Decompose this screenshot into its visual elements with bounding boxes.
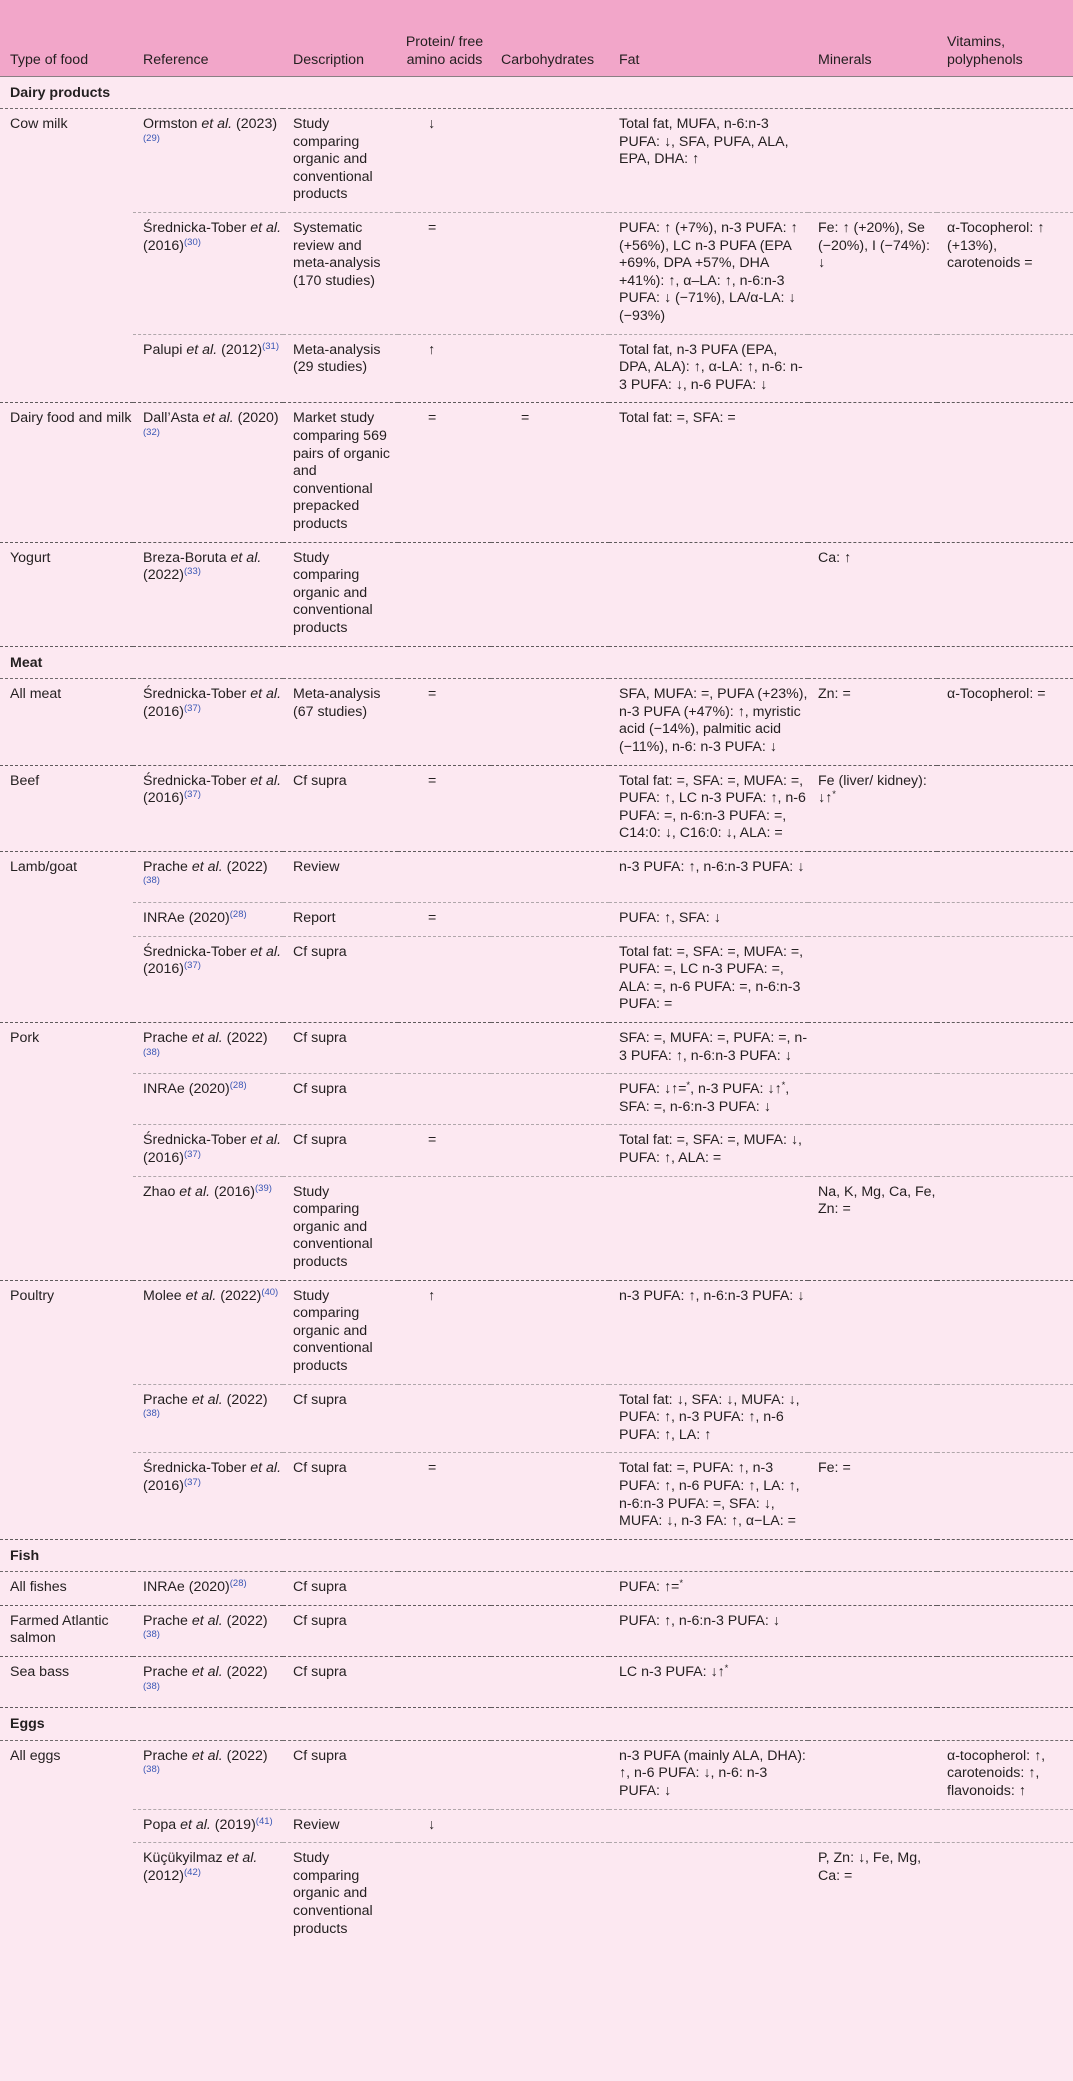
protein-cell	[398, 851, 491, 902]
vitamins-cell	[937, 542, 1073, 646]
fat-cell: Total fat: =, PUFA: ↑, n-3 PUFA: ↑, n-6 PUFA: ↑, LA: ↑, n-6:n-3 PUFA: =, SFA: ↓, MUFA: ↓, n-3 FA: ↑, α−LA: =	[609, 1453, 808, 1539]
fat-cell: Total fat: =, SFA: =, MUFA: =, PUFA: ↑, LC n-3 PUFA: ↑, n-6 PUFA: =, n-6:n-3 PUFA: =, C14:0: ↓, C16:0: ↓, ALA: =	[609, 765, 808, 851]
header-carbohydrates: Carbohydrates	[491, 0, 609, 76]
vitamins-cell	[937, 903, 1073, 937]
carbs-cell	[491, 1176, 609, 1280]
carbs-cell	[491, 1605, 609, 1656]
header-fat: Fat	[609, 0, 808, 76]
table-row	[0, 1740, 1073, 1809]
description: Cf supra	[283, 1453, 398, 1539]
description: Study comparing organic and conventional products	[283, 1176, 398, 1280]
fat-cell	[609, 1176, 808, 1280]
carbs-cell	[491, 213, 609, 335]
vitamins-cell	[937, 1176, 1073, 1280]
reference: Dall’Asta et al. (2020)$^{(32)}$	[133, 403, 283, 542]
vitamins-cell	[937, 1074, 1073, 1125]
reference: Średnicka-Tober et al. (2016)$^{(37)}$	[133, 765, 283, 851]
carbs-cell	[491, 851, 609, 902]
minerals-cell	[808, 1809, 937, 1843]
protein-cell: =	[398, 679, 491, 765]
section-eggs	[0, 1708, 1073, 1741]
reference: Prache et al. (2022)$^{(38)}$	[133, 1384, 283, 1453]
vitamins-cell	[937, 1384, 1073, 1453]
reference: Palupi et al. (2012)$^{(31)}$	[133, 334, 283, 403]
carbs-cell	[491, 1074, 609, 1125]
description: Cf supra	[283, 936, 398, 1022]
protein-cell	[398, 1023, 491, 1074]
table-row	[0, 1384, 1073, 1453]
table-row	[0, 903, 1073, 937]
food-type: Dairy food and milk	[0, 403, 133, 542]
minerals-cell	[808, 1280, 937, 1384]
table-row	[0, 1125, 1073, 1176]
description: Report	[283, 903, 398, 937]
minerals-cell: Na, K, Mg, Ca, Fe, Zn: =	[808, 1176, 937, 1280]
minerals-cell: Zn: =	[808, 679, 937, 765]
table-row	[0, 1605, 1073, 1656]
minerals-cell: Fe: =	[808, 1453, 937, 1539]
reference: Prache et al. (2022)$^{(38)}$	[133, 1740, 283, 1809]
vitamins-cell	[937, 1453, 1073, 1539]
reference: Średnicka-Tober et al. (2016)$^{(37)}$	[133, 679, 283, 765]
fat-cell: Total fat, n-3 PUFA (EPA, DPA, ALA): ↑, α-LA: ↑, n-6: n-3 PUFA: ↓, n-6 PUFA: ↓	[609, 334, 808, 403]
carbs-cell	[491, 1809, 609, 1843]
fat-cell: Total fat: =, SFA: =, MUFA: =, PUFA: =, LC n-3 PUFA: =, ALA: =, n-6 PUFA: =, n-6:n-3 PUFA: =	[609, 936, 808, 1022]
minerals-cell	[808, 334, 937, 403]
minerals-cell	[808, 936, 937, 1022]
table-row	[0, 1176, 1073, 1280]
header-type: Type of food	[0, 0, 133, 76]
fat-cell: n-3 PUFA: ↑, n-6:n-3 PUFA: ↓	[609, 1280, 808, 1384]
fat-cell: PUFA: ↑=*	[609, 1572, 808, 1606]
reference: INRAe (2020)$^{(28)}$	[133, 1074, 283, 1125]
fat-cell: Total fat, MUFA, n-6:n-3 PUFA: ↓, SFA, PUFA, ALA, EPA, DHA: ↑	[609, 109, 808, 213]
table-row	[0, 936, 1073, 1022]
table-row	[0, 1657, 1073, 1708]
reference: Küçükyilmaz et al. (2012)$^{(42)}$	[143, 1850, 258, 1884]
protein-cell	[398, 1074, 491, 1125]
fat-cell: Total fat: =, SFA: =, MUFA: ↓, PUFA: ↑, ALA: =	[609, 1125, 808, 1176]
section-title: Fish	[0, 1539, 1073, 1572]
protein-cell: =	[398, 1125, 491, 1176]
protein-cell: =	[398, 403, 491, 542]
description: Meta-analysis (67 studies)	[283, 679, 398, 765]
protein-cell	[398, 1384, 491, 1453]
food-type: All eggs	[10, 1747, 61, 1764]
protein-cell: =	[398, 903, 491, 937]
minerals-cell: Fe: ↑ (+20%), Se (−20%), I (−74%): ↓	[808, 213, 937, 335]
fat-cell: SFA: =, MUFA: =, PUFA: =, n-3 PUFA: ↑, n-6:n-3 PUFA: ↓	[609, 1023, 808, 1074]
header-description: Description	[283, 0, 398, 76]
description: Cf supra	[283, 1572, 398, 1606]
description: Market study comparing 569 pairs of organic and conventional prepacked products	[283, 403, 398, 542]
vitamins-cell	[937, 1023, 1073, 1074]
protein-cell	[398, 1657, 491, 1708]
fat-cell: PUFA: ↑, n-6:n-3 PUFA: ↓	[609, 1605, 808, 1656]
minerals-cell	[808, 1572, 937, 1606]
reference: Breza-Boruta et al. (2022)$^{(33)}$	[133, 542, 283, 646]
minerals-cell	[808, 1074, 937, 1125]
description: Review	[283, 851, 398, 902]
table-row	[0, 851, 1073, 902]
description: Cf supra	[283, 1074, 398, 1125]
table-row	[0, 1843, 1073, 1946]
table-row	[0, 109, 1073, 213]
protein-cell: =	[398, 1453, 491, 1539]
carbs-cell	[491, 1023, 609, 1074]
minerals-cell	[808, 903, 937, 937]
section-dairy	[0, 76, 1073, 109]
table-row	[0, 1023, 1073, 1074]
fat-cell: PUFA: ↑, SFA: ↓	[609, 903, 808, 937]
vitamins-cell	[937, 851, 1073, 902]
food-type: All fishes	[0, 1572, 133, 1606]
protein-cell	[398, 1572, 491, 1606]
carbs-cell	[491, 765, 609, 851]
vitamins-cell	[937, 1605, 1073, 1656]
header-protein: Protein/ free amino acids	[398, 0, 491, 76]
fat-cell: PUFA: ↓↑=*, n-3 PUFA: ↓↑*, SFA: =, n-6:n-3 PUFA: ↓	[609, 1074, 808, 1125]
table-row	[0, 1809, 1073, 1843]
reference: Zhao et al. (2016)$^{(39)}$	[133, 1176, 283, 1280]
reference: Prache et al. (2022)$^{(38)}$	[133, 1657, 283, 1708]
minerals-cell: Fe (liver/ kidney): ↓↑*	[808, 765, 937, 851]
fat-cell: PUFA: ↑ (+7%), n-3 PUFA: ↑ (+56%), LC n-3 PUFA (EPA +69%, DPA +57%, DHA +41%): ↑, α–LA: ↑, n-6:n-3 PUFA: ↓ (−71%), LA/α-LA: ↓ (−93%)	[609, 213, 808, 335]
reference: Średnicka-Tober et al. (2016)$^{(30)}$	[133, 213, 283, 335]
description: Cf supra	[283, 1740, 398, 1809]
carbs-cell	[491, 679, 609, 765]
protein-cell	[398, 1843, 491, 1946]
description: Cf supra	[283, 1657, 398, 1708]
vitamins-cell	[937, 1572, 1073, 1606]
vitamins-cell	[937, 109, 1073, 213]
vitamins-cell	[937, 765, 1073, 851]
table-row	[0, 542, 1073, 646]
food-type: Pork	[0, 1023, 133, 1281]
vitamins-cell	[937, 1843, 1073, 1946]
table-row	[0, 765, 1073, 851]
description: Review	[283, 1809, 398, 1843]
food-type: Sea bass	[0, 1657, 133, 1708]
minerals-cell	[808, 1657, 937, 1708]
vitamins-cell	[937, 334, 1073, 403]
food-type: Poultry	[0, 1280, 133, 1539]
description: Cf supra	[283, 1023, 398, 1074]
minerals-cell	[808, 109, 937, 213]
vitamins-cell	[937, 1657, 1073, 1708]
table-row	[0, 1572, 1073, 1606]
table-row	[0, 1280, 1073, 1384]
protein-cell: ↑	[398, 1280, 491, 1384]
vitamins-cell	[937, 1809, 1073, 1843]
carbs-cell	[491, 109, 609, 213]
description: Cf supra	[283, 765, 398, 851]
reference: Prache et al. (2022)$^{(38)}$	[133, 1023, 283, 1074]
table-row	[0, 334, 1073, 403]
protein-cell: ↓	[398, 109, 491, 213]
carbs-cell	[491, 334, 609, 403]
reference: INRAe (2020)$^{(28)}$	[133, 1572, 283, 1606]
protein-cell	[398, 1605, 491, 1656]
carbs-cell	[491, 1280, 609, 1384]
table-row	[0, 679, 1073, 765]
minerals-cell: P, Zn: ↓, Fe, Mg, Ca: =	[818, 1850, 922, 1884]
vitamins-cell	[937, 1280, 1073, 1384]
carbs-cell	[491, 1453, 609, 1539]
carbs-cell	[491, 1740, 609, 1809]
description: Study comparing organic and conventional products	[293, 1850, 373, 1937]
section-title: Dairy products	[0, 76, 1073, 109]
carbs-cell	[491, 1843, 609, 1946]
reference: Ormston et al. (2023)$^{(29)}$	[133, 109, 283, 213]
carbs-cell	[491, 1657, 609, 1708]
protein-cell: ↓	[398, 1809, 491, 1843]
table-row	[0, 213, 1073, 335]
fat-cell	[609, 1843, 808, 1946]
header-reference: Reference	[133, 0, 283, 76]
carbs-cell	[491, 1384, 609, 1453]
description: Cf supra	[283, 1125, 398, 1176]
reference: Średnicka-Tober et al. (2016)$^{(37)}$	[133, 1453, 283, 1539]
vitamins-cell	[937, 936, 1073, 1022]
header-vitamins: Vitamins, polyphenols	[937, 0, 1073, 76]
fat-cell: SFA, MUFA: =, PUFA (+23%), n-3 PUFA (+47%): ↑, myristic acid (−14%), palmitic acid (−11%), n-6: n-3 PUFA: ↓	[609, 679, 808, 765]
protein-cell: =	[398, 213, 491, 335]
carbs-cell	[491, 903, 609, 937]
description: Cf supra	[283, 1605, 398, 1656]
reference: INRAe (2020)$^{(28)}$	[133, 903, 283, 937]
description: Meta-analysis (29 studies)	[283, 334, 398, 403]
reference: Średnicka-Tober et al. (2016)$^{(37)}$	[133, 1125, 283, 1176]
food-type: Beef	[0, 765, 133, 851]
description: Systematic review and meta-analysis (170 studies)	[283, 213, 398, 335]
vitamins-cell: α-tocopherol: ↑, carotenoids: ↑, flavonoids: ↑	[937, 1740, 1073, 1809]
carbs-cell	[491, 1125, 609, 1176]
food-type: Farmed Atlantic salmon	[0, 1605, 133, 1656]
table-row	[0, 1453, 1073, 1539]
minerals-cell	[808, 1023, 937, 1074]
section-title: Meat	[0, 646, 1073, 679]
fat-cell: Total fat: =, SFA: =	[609, 403, 808, 542]
carbs-cell	[491, 1572, 609, 1606]
description: Study comparing organic and conventional products	[283, 109, 398, 213]
minerals-cell	[808, 1740, 937, 1809]
vitamins-cell	[937, 403, 1073, 542]
vitamins-cell: α-Tocopherol: ↑ (+13%), carotenoids =	[937, 213, 1073, 335]
food-type: Cow milk	[0, 109, 133, 403]
fat-cell	[609, 542, 808, 646]
carbs-cell	[491, 542, 609, 646]
reference: Molee et al. (2022)$^{(40)}$	[133, 1280, 283, 1384]
description: Study comparing organic and conventional products	[283, 1280, 398, 1384]
table-row	[0, 1074, 1073, 1125]
minerals-cell	[808, 1605, 937, 1656]
table-row	[0, 403, 1073, 542]
section-fish	[0, 1539, 1073, 1572]
section-title: Eggs	[0, 1708, 1073, 1741]
protein-cell	[398, 542, 491, 646]
carbs-cell	[491, 936, 609, 1022]
minerals-cell	[808, 1125, 937, 1176]
fat-cell: Total fat: ↓, SFA: ↓, MUFA: ↓, PUFA: ↑, n-3 PUFA: ↑, n-6 PUFA: ↑, LA: ↑	[609, 1384, 808, 1453]
protein-cell	[398, 1740, 491, 1809]
section-meat	[0, 646, 1073, 679]
header-minerals: Minerals	[808, 0, 937, 76]
carbs-cell: =	[491, 403, 609, 542]
vitamins-cell: α-Tocopherol: =	[937, 679, 1073, 765]
table-header	[0, 0, 1073, 76]
food-type: All meat	[0, 679, 133, 765]
reference: Średnicka-Tober et al. (2016)$^{(37)}$	[133, 936, 283, 1022]
minerals-cell	[808, 1384, 937, 1453]
description: Cf supra	[283, 1384, 398, 1453]
minerals-cell: Ca: ↑	[808, 542, 937, 646]
vitamins-cell	[937, 1125, 1073, 1176]
reference: Prache et al. (2022)$^{(38)}$	[133, 851, 283, 902]
fat-cell: n-3 PUFA: ↑, n-6:n-3 PUFA: ↓	[609, 851, 808, 902]
protein-cell	[398, 1176, 491, 1280]
fat-cell: LC n-3 PUFA: ↓↑*	[609, 1657, 808, 1708]
minerals-cell	[808, 403, 937, 542]
reference: Popa et al. (2019)$^{(41)}$	[133, 1809, 283, 1843]
protein-cell	[398, 936, 491, 1022]
fat-cell: n-3 PUFA (mainly ALA, DHA): ↑, n-6 PUFA: ↓, n-6: n-3 PUFA: ↓	[609, 1740, 808, 1809]
minerals-cell	[808, 851, 937, 902]
food-type: Lamb/goat	[0, 851, 133, 1022]
food-type: Yogurt	[0, 542, 133, 646]
protein-cell: ↑	[398, 334, 491, 403]
protein-cell: =	[398, 765, 491, 851]
fat-cell	[609, 1809, 808, 1843]
description: Study comparing organic and conventional products	[283, 542, 398, 646]
reference: Prache et al. (2022)$^{(38)}$	[133, 1605, 283, 1656]
